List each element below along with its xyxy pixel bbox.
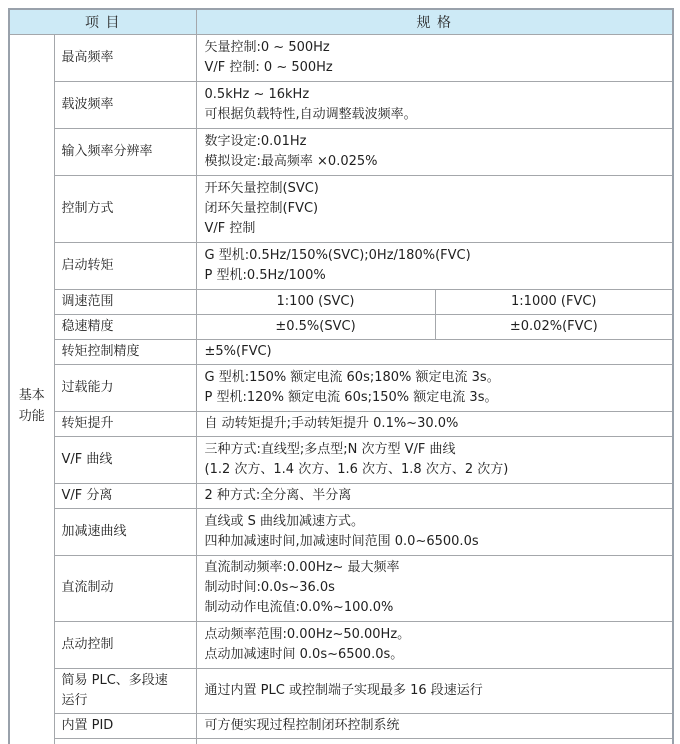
table-row: [9, 128, 673, 175]
spec-cell: [196, 175, 673, 242]
table-row-clipped: [9, 738, 673, 744]
item-cell: 点动控制: [54, 621, 196, 668]
table-row: [9, 621, 673, 668]
spec-line: 直线或 S 曲线加减速方式。: [204, 513, 365, 529]
spec-line: 可根据负载特性,自动调整载波频率。: [204, 106, 417, 122]
table-row: [9, 242, 673, 289]
spec-cell: [196, 555, 673, 621]
spec-line: 0.5kHz ~ 16kHz: [204, 86, 310, 102]
item-cell: 直流制动: [54, 555, 196, 621]
spec-line: 制动时间:0.0s~36.0s: [204, 580, 335, 595]
spec-line: 通过内置 PLC 或控制端子实现最多 16 段速运行: [204, 682, 483, 698]
spec-line: ±5%(FVC): [204, 343, 272, 359]
spec-line: P 型机:0.5Hz/100%: [204, 267, 326, 283]
spec-line: 自 动转矩提升;手动转矩提升 0.1%~30.0%: [204, 415, 459, 431]
spec-cell: [196, 508, 673, 555]
table-row: [9, 411, 673, 436]
spec-line: V/F 控制: 0 ~ 500Hz: [204, 59, 333, 75]
item-cell: 启动转矩: [54, 242, 196, 289]
spec-line: (1.2 次方、1.4 次方、1.6 次方、1.8 次方、2 次方): [204, 461, 509, 477]
spec-line: 模拟设定:最高频率 ×0.025%: [204, 153, 378, 169]
table-row: [9, 34, 673, 81]
item-cell: 载波频率: [54, 81, 196, 128]
table-header-row: [9, 9, 673, 34]
item-cell: 加减速曲线: [54, 508, 196, 555]
table-row: [9, 668, 673, 713]
item-cell: 转矩提升: [54, 411, 196, 436]
table-row: [9, 339, 673, 364]
table-row: [9, 81, 673, 128]
table-row: [9, 175, 673, 242]
spec-line: P 型机:120% 额定电流 60s;150% 额定电流 3s。: [204, 389, 498, 405]
item-cell: [54, 668, 196, 713]
spec-line: 三种方式:直线型;多点型;N 次方型 V/F 曲线: [204, 441, 456, 457]
spec-cell-svc: 1:100 (SVC): [196, 289, 435, 314]
group-cell-basic-functions: [9, 34, 54, 744]
spec-line: 2 种方式:全分离、半分离: [204, 487, 352, 503]
table-row: [9, 713, 673, 738]
table-row: [9, 436, 673, 483]
spec-cell: [196, 668, 673, 713]
spec-line: 点动频率范围:0.00Hz~50.00Hz。: [204, 626, 411, 642]
item-cell: V/F 分离: [54, 483, 196, 508]
spec-line: 矢量控制:0 ~ 500Hz: [204, 39, 330, 55]
spec-cell: [196, 411, 673, 436]
table-row: [9, 555, 673, 621]
item-line: 简易 PLC、多段速: [61, 672, 168, 688]
item-cell: 调速范围: [54, 289, 196, 314]
spec-table: [8, 8, 674, 744]
spec-cell: [196, 483, 673, 508]
table-row: [9, 289, 673, 314]
spec-cell: [196, 339, 673, 364]
spec-line: 数字设定:0.01Hz: [204, 133, 307, 149]
spec-cell: [196, 242, 673, 289]
item-cell: [54, 738, 196, 744]
spec-cell: [196, 738, 673, 744]
group-label: 基本: [18, 387, 45, 403]
spec-line: V/F 控制: [204, 220, 256, 236]
table-row: [9, 364, 673, 411]
header-spec: 规 格: [196, 9, 673, 34]
item-cell: 输入频率分辨率: [54, 128, 196, 175]
spec-cell: [196, 713, 673, 738]
spec-cell: [196, 364, 673, 411]
spec-cell: [196, 34, 673, 81]
spec-line: G 型机:0.5Hz/150%(SVC);0Hz/180%(FVC): [204, 247, 471, 263]
spec-line: 闭环矢量控制(FVC): [204, 200, 319, 216]
spec-line: 点动加减速时间 0.0s~6500.0s。: [204, 646, 404, 662]
page: [8, 8, 675, 744]
spec-cell: [196, 436, 673, 483]
table-row: [9, 483, 673, 508]
spec-cell-fvc: 1:1000 (FVC): [435, 289, 673, 314]
spec-line: 制动动作电流值:0.0%~100.0%: [204, 600, 394, 615]
table-row: [9, 314, 673, 339]
item-line: 运行: [61, 692, 88, 708]
spec-line: 可方便实现过程控制闭环控制系统: [204, 717, 400, 733]
spec-cell: [196, 128, 673, 175]
spec-cell: [196, 621, 673, 668]
item-cell: V/F 曲线: [54, 436, 196, 483]
item-cell: 最高频率: [54, 34, 196, 81]
item-cell: 控制方式: [54, 175, 196, 242]
item-cell: 过载能力: [54, 364, 196, 411]
item-cell: 转矩控制精度: [54, 339, 196, 364]
spec-line: 四种加减速时间,加减速时间范围 0.0~6500.0s: [204, 533, 479, 549]
spec-cell: [196, 81, 673, 128]
group-label: 功能: [18, 408, 45, 424]
spec-cell-fvc: ±0.02%(FVC): [435, 314, 673, 339]
table-row: [9, 508, 673, 555]
spec-line: 开环矢量控制(SVC): [204, 180, 319, 196]
spec-line: 直流制动频率:0.00Hz~ 最大频率: [204, 560, 400, 575]
item-cell: 稳速精度: [54, 314, 196, 339]
spec-cell-svc: ±0.5%(SVC): [196, 314, 435, 339]
item-cell: 内置 PID: [54, 713, 196, 738]
header-item: 项 目: [9, 9, 196, 34]
spec-line: G 型机:150% 额定电流 60s;180% 额定电流 3s。: [204, 369, 500, 385]
